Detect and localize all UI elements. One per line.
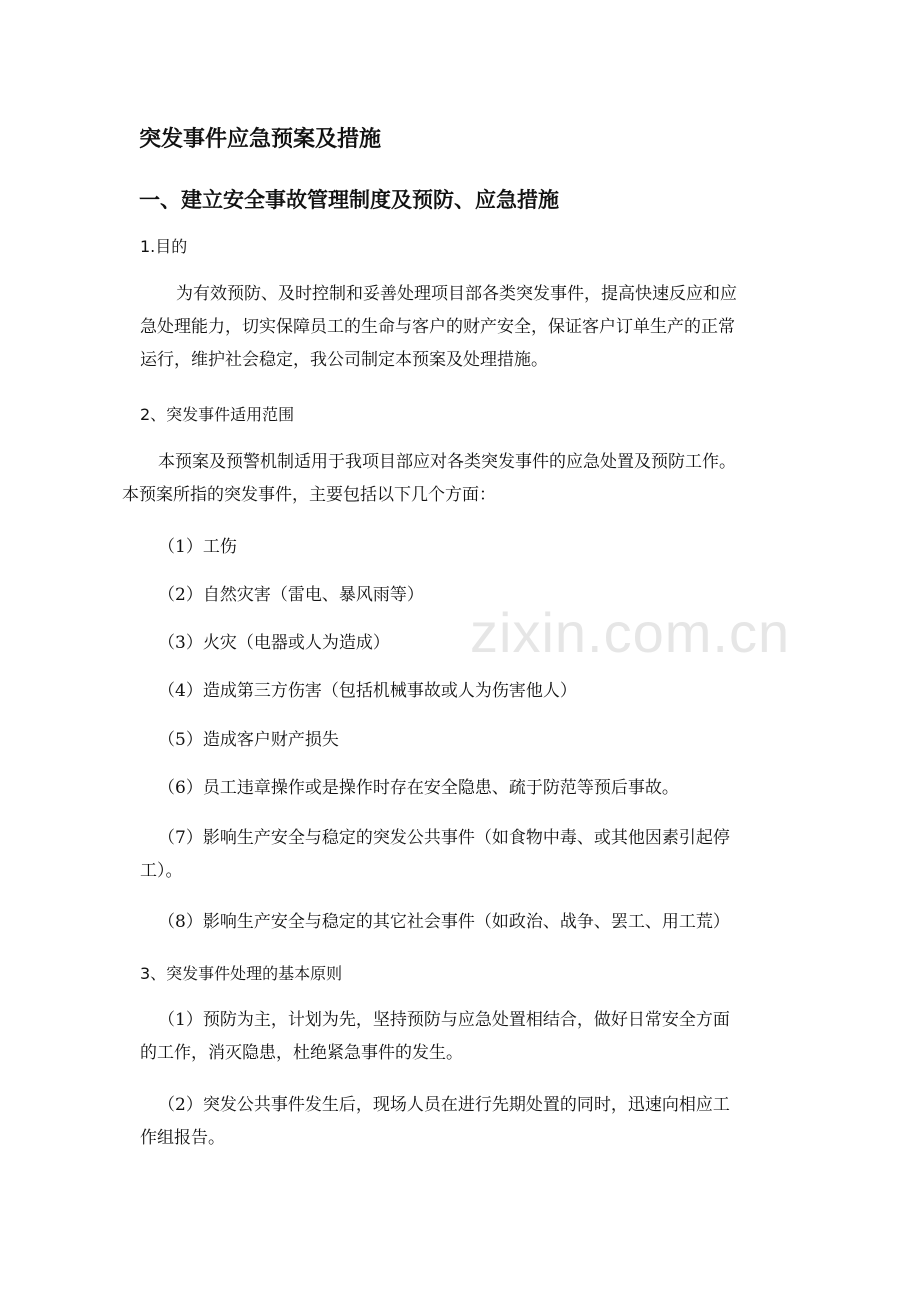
purpose-paragraph (140, 278, 737, 377)
section-1-heading: 一、建立安全事故管理制度及预防、应急措施 (139, 188, 559, 212)
scope-item-6: （6）员工违章操作或是操作时存在安全隐患、疏于防范等预后事故。 (158, 778, 679, 798)
principle-2-line-1: （2）突发公共事件发生后，现场人员在进行先期处置的同时，迅速向相应工 (158, 1095, 730, 1115)
scope-line-1: 本预案及预警机制适用于我项目部应对各类突发事件的应急处置及预防工作。 (158, 452, 736, 472)
scope-item-7-line-2: 工）。 (140, 861, 183, 881)
principle-1 (140, 1004, 730, 1070)
principle-2 (140, 1089, 730, 1155)
scope-heading: 2、突发事件适用范围 (140, 405, 295, 424)
purpose-line-1: 为有效预防、及时控制和妥善处理项目部各类突发事件，提高快速反应和应 (176, 284, 737, 304)
purpose-line-2: 急处理能力，切实保障员工的生命与客户的财产安全，保证客户订单生产的正常 (140, 317, 735, 337)
document-title: 突发事件应急预案及措施 (139, 127, 382, 152)
principle-1-line-2: 的工作，消灭隐患，杜绝紧急事件的发生。 (140, 1043, 463, 1063)
scope-paragraph (122, 446, 736, 512)
principles-heading: 3、突发事件处理的基本原则 (140, 964, 343, 983)
scope-line-2: 本预案所指的突发事件，主要包括以下几个方面： (122, 485, 496, 505)
watermark: zixin.com.cn (470, 601, 791, 664)
scope-item-8: （8）影响生产安全与稳定的其它社会事件（如政治、战争、罢工、用工荒） (158, 912, 730, 932)
principle-2-line-2: 作组报告。 (140, 1128, 225, 1148)
scope-item-5: （5）造成客户财产损失 (158, 730, 339, 750)
principle-1-line-1: （1）预防为主，计划为先，坚持预防与应急处置相结合，做好日常安全方面 (158, 1010, 730, 1030)
purpose-line-3: 运行，维护社会稳定，我公司制定本预案及处理措施。 (140, 350, 548, 370)
scope-item-4: （4）造成第三方伤害（包括机械事故或人为伤害他人） (158, 681, 577, 701)
scope-item-3: （3）火灾（电器或人为造成） (158, 633, 390, 653)
purpose-heading: 1.目的 (140, 237, 188, 256)
scope-item-7-line-1: （7）影响生产安全与稳定的突发公共事件（如食物中毒、或其他因素引起停 (158, 828, 730, 848)
scope-item-1: （1）工伤 (158, 537, 237, 557)
scope-item-7 (140, 822, 730, 888)
scope-item-2: （2）自然灾害（雷电、暴风雨等） (158, 585, 424, 605)
